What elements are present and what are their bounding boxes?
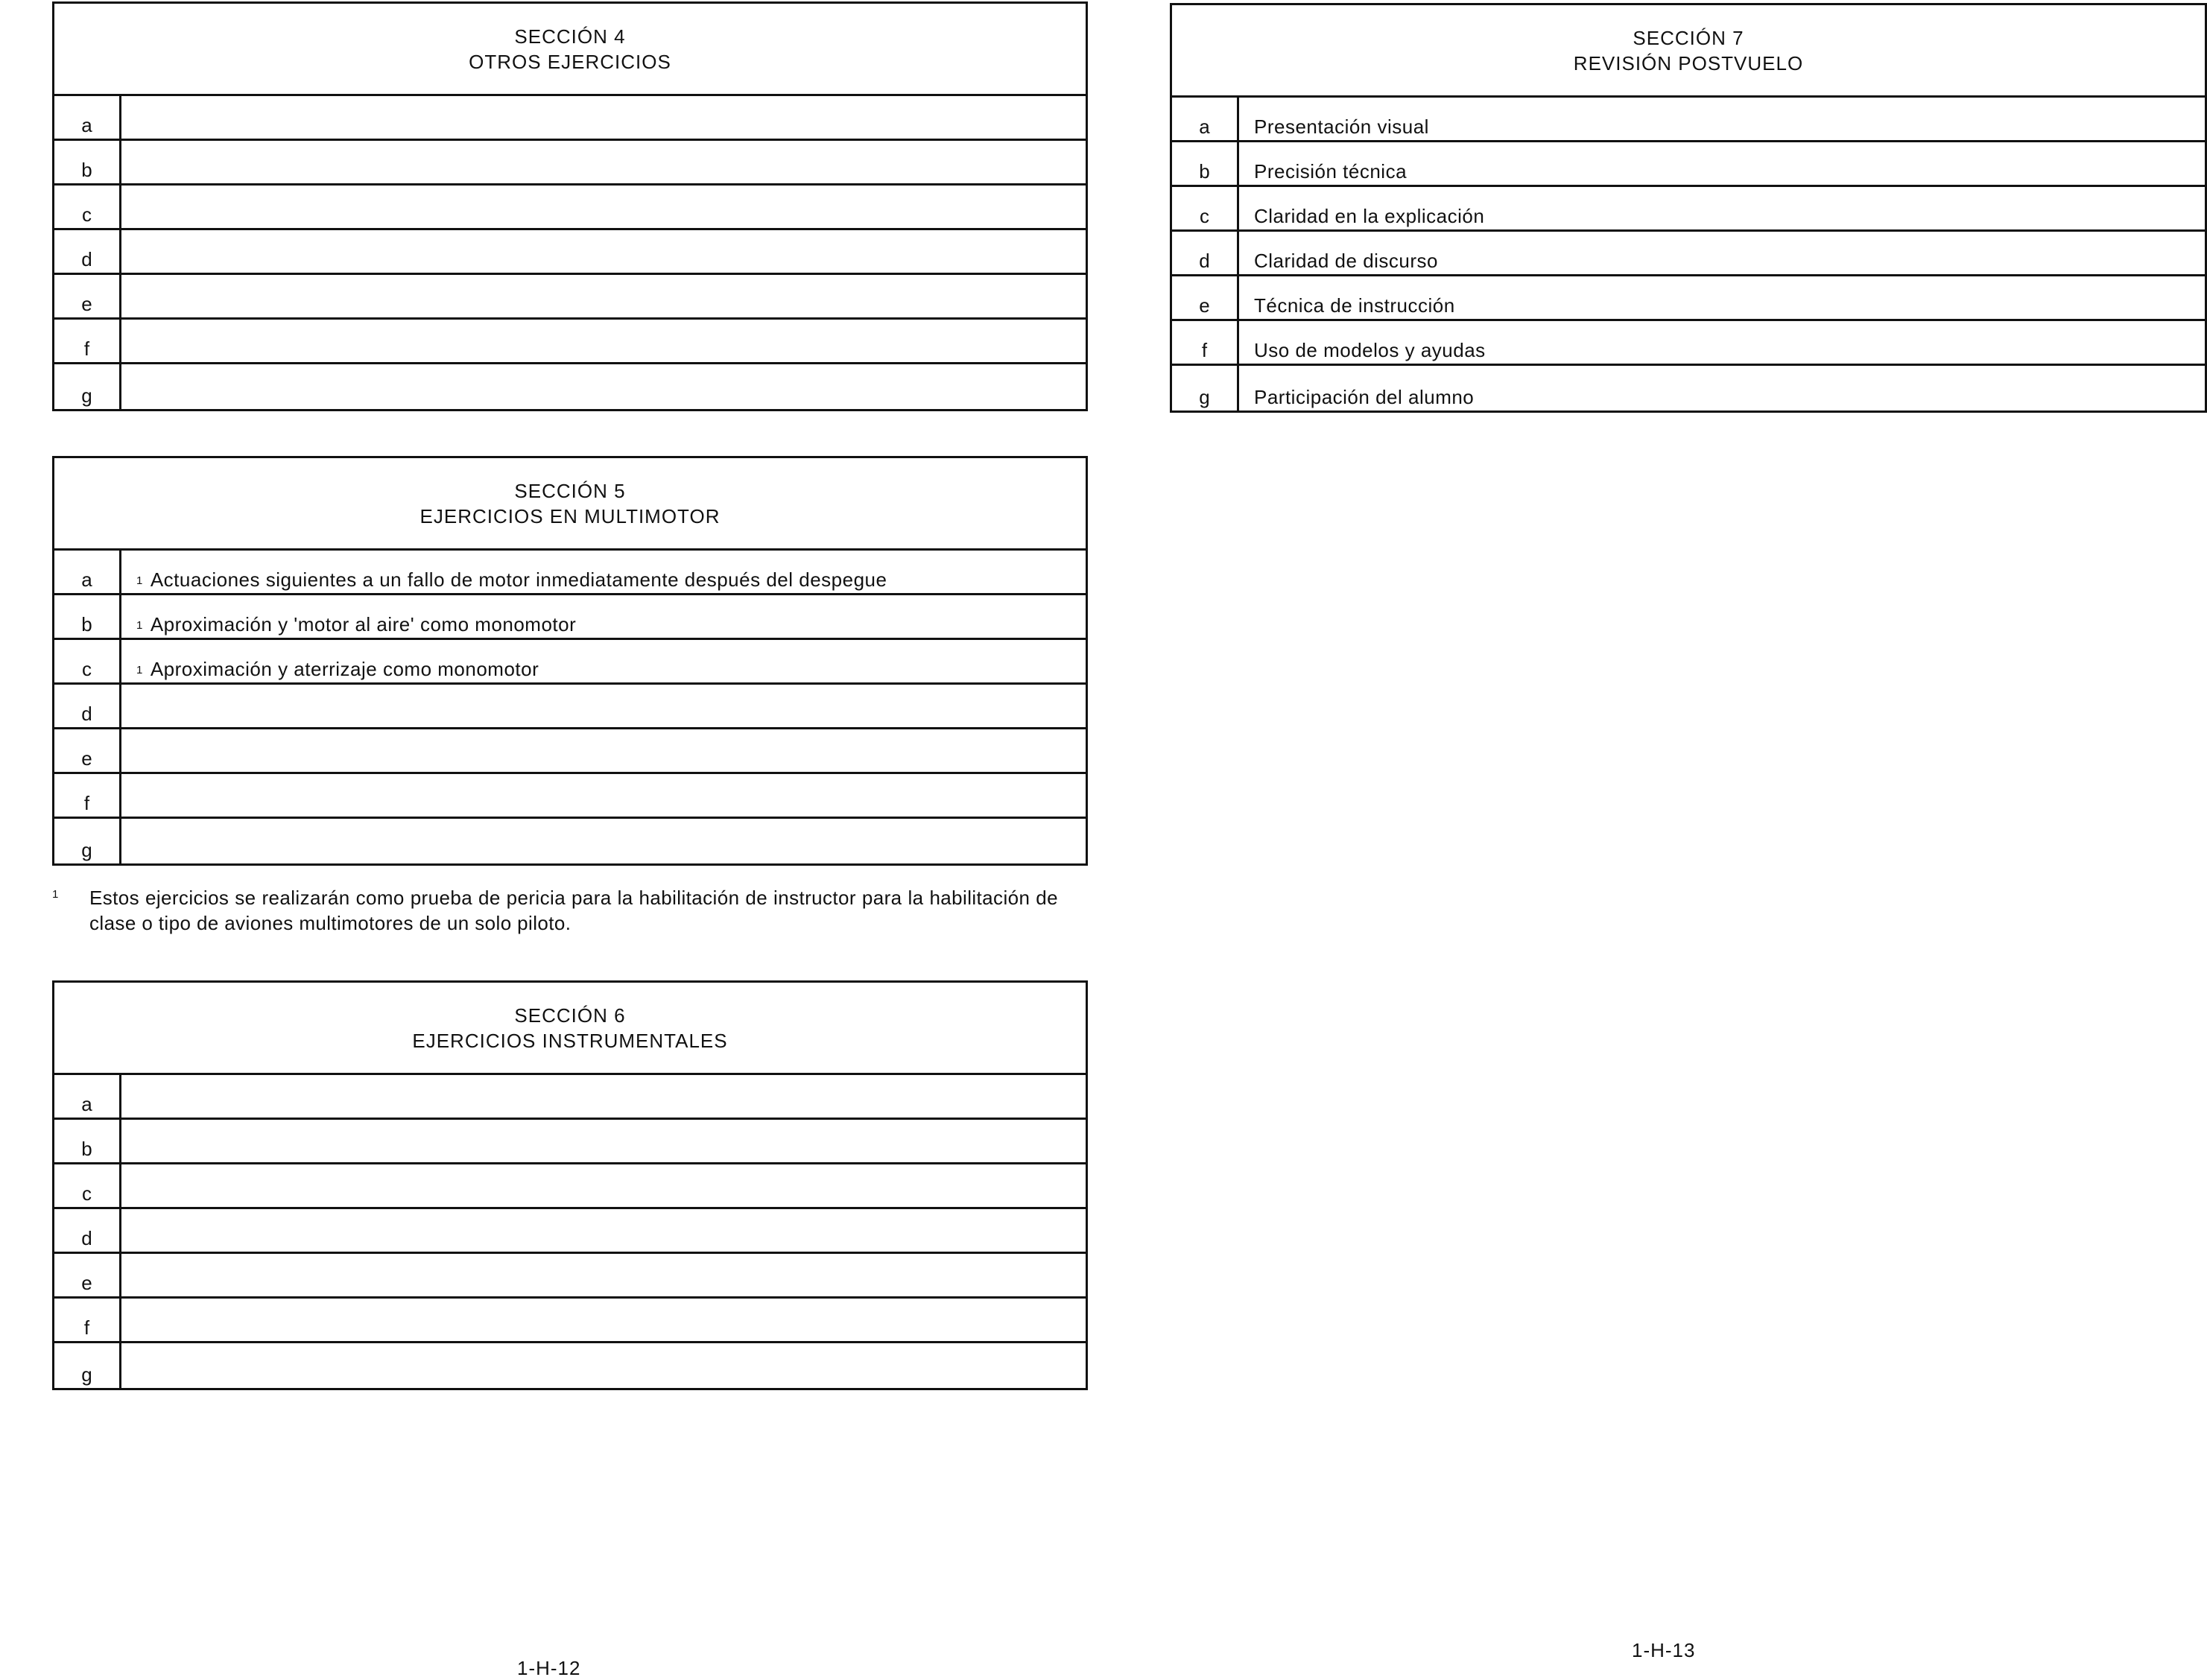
row-text (121, 551, 1086, 593)
row-letter: e (54, 729, 121, 772)
table-row (54, 320, 1086, 364)
table-row (1172, 276, 2205, 321)
table-row (54, 141, 1086, 186)
footnote-text: Estos ejercicios se realizarán como prueba de pericia para la habilitación de instructor para la habilitación de clase o tipo de aviones multimotores de un solo piloto. (89, 887, 1058, 934)
row-text: Precisión técnica (1254, 160, 1408, 183)
row-text (121, 640, 1086, 682)
section-7-table (1170, 3, 2207, 413)
row-letter: d (54, 230, 121, 273)
table-row (54, 275, 1086, 320)
table-row (54, 1254, 1086, 1299)
row-label: Aproximación y aterrizaje como monomotor (150, 658, 539, 680)
section-5-header (54, 458, 1086, 551)
row-letter: b (1172, 142, 1239, 185)
table-row (54, 1209, 1086, 1254)
table-row (54, 96, 1086, 141)
row-text (121, 141, 1086, 183)
row-letter: a (1172, 98, 1239, 140)
table-row (54, 1343, 1086, 1388)
row-text (121, 96, 1086, 139)
table-row (1172, 366, 2205, 411)
footnote-mark: 1 (52, 888, 59, 901)
row-letter: f (54, 1299, 121, 1341)
row-letter: c (1172, 187, 1239, 229)
section-7-header (1172, 5, 2205, 98)
section-7-number: SECCIÓN 7 (1633, 26, 1744, 49)
table-row (54, 774, 1086, 819)
footnote-mark: 1 (136, 619, 143, 632)
row-text: Uso de modelos y ayudas (1254, 339, 1486, 361)
row-text (121, 1254, 1086, 1296)
section-5-title: EJERCICIOS EN MULTIMOTOR (419, 504, 721, 527)
table-row (54, 729, 1086, 774)
row-letter: a (54, 96, 121, 139)
section-7-title: REVISIÓN POSTVUELO (1573, 51, 1804, 75)
section-6-number: SECCIÓN 6 (514, 1004, 626, 1027)
row-text: Claridad en la explicación (1254, 205, 1485, 227)
row-text (121, 819, 1086, 863)
row-letter: a (54, 551, 121, 593)
row-letter: f (54, 774, 121, 817)
row-letter: g (1172, 366, 1239, 411)
page-number-left: 1-H-12 (517, 1657, 581, 1679)
row-label: Actuaciones siguientes a un fallo de motor inmediatamente después del despegue (150, 568, 887, 591)
row-text: Claridad de discurso (1254, 250, 1439, 272)
row-text (121, 685, 1086, 727)
row-text: Técnica de instrucción (1254, 294, 1455, 317)
row-letter: b (54, 141, 121, 183)
section-4-title: OTROS EJERCICIOS (469, 50, 671, 73)
row-text (121, 1299, 1086, 1341)
row-text (121, 275, 1086, 317)
table-row (54, 364, 1086, 409)
row-letter: c (54, 640, 121, 682)
table-row (1172, 232, 2205, 276)
table-row (54, 1075, 1086, 1120)
row-letter: g (54, 364, 121, 409)
row-text: Presentación visual (1254, 115, 1429, 138)
row-text: Participación del alumno (1254, 386, 1475, 408)
table-row (1172, 187, 2205, 232)
section-6-title: EJERCICIOS INSTRUMENTALES (412, 1029, 728, 1052)
row-letter: b (54, 595, 121, 638)
row-letter: d (54, 685, 121, 727)
row-letter: e (1172, 276, 1239, 319)
page-number-right: 1-H-13 (1632, 1639, 1696, 1661)
row-letter: e (54, 275, 121, 317)
row-label: Aproximación y 'motor al aire' como monomotor (150, 613, 577, 635)
row-text (121, 364, 1086, 409)
row-text (121, 230, 1086, 273)
row-text (121, 1209, 1086, 1252)
row-text (121, 1164, 1086, 1207)
row-letter: d (1172, 232, 1239, 274)
table-row (1172, 98, 2205, 142)
row-letter: d (54, 1209, 121, 1252)
row-text (121, 320, 1086, 362)
footnote-mark: 1 (136, 664, 143, 676)
table-row (1172, 142, 2205, 187)
row-text (121, 595, 1086, 638)
row-text (121, 186, 1086, 228)
row-text (121, 774, 1086, 817)
row-letter: g (54, 1343, 121, 1388)
table-row (54, 595, 1086, 640)
table-row (54, 640, 1086, 685)
row-letter: c (54, 1164, 121, 1207)
row-letter: e (54, 1254, 121, 1296)
section-6-header (54, 983, 1086, 1075)
row-text (121, 1120, 1086, 1162)
row-text (121, 1075, 1086, 1118)
row-text (121, 729, 1086, 772)
row-letter: c (54, 186, 121, 228)
section-5-table (52, 456, 1088, 866)
footnote-mark: 1 (136, 574, 143, 587)
table-row (54, 1120, 1086, 1164)
table-row (54, 685, 1086, 729)
row-letter: f (54, 320, 121, 362)
table-row (54, 1164, 1086, 1209)
row-letter: g (54, 819, 121, 863)
row-text (121, 1343, 1086, 1388)
table-row (54, 551, 1086, 595)
table-row (54, 819, 1086, 863)
table-row (54, 186, 1086, 230)
section-5-number: SECCIÓN 5 (514, 479, 626, 502)
row-letter: a (54, 1075, 121, 1118)
row-letter: f (1172, 321, 1239, 364)
section-4-header (54, 4, 1086, 96)
table-row (54, 230, 1086, 275)
section-4-number: SECCIÓN 4 (514, 25, 626, 48)
section-6-table (52, 980, 1088, 1390)
row-letter: b (54, 1120, 121, 1162)
table-row (1172, 321, 2205, 366)
table-row (54, 1299, 1086, 1343)
section-4-table (52, 1, 1088, 411)
